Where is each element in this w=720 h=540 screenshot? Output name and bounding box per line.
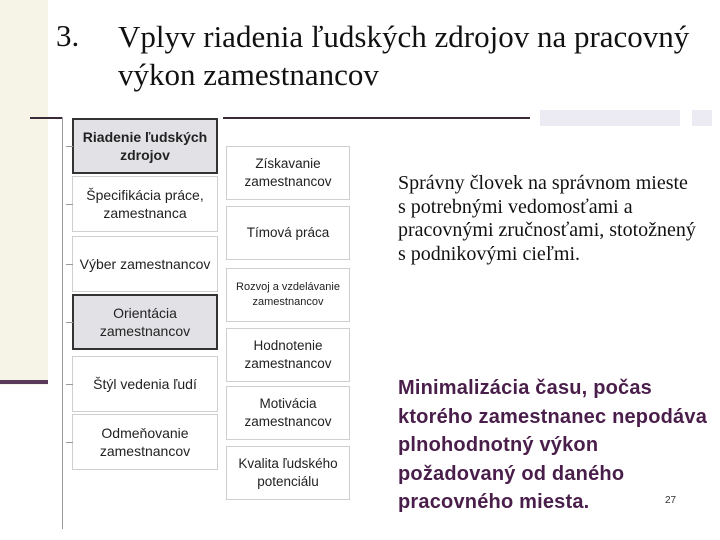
diagram-box-leadership-style: Štýl vedenia ľudí [72, 356, 218, 412]
diagram-connector [66, 322, 73, 323]
paragraph-right-person: Správny človek na správnom mieste s potrebnými vedomosťami a pracovnými zručnosťami, stotožnený s podnikovými cieľmi. [398, 172, 696, 265]
title-divider-block-small [692, 110, 712, 126]
diagram-box-hr-management: Riadenie ľudských zdrojov [72, 118, 218, 174]
diagram-box-motivation: Motivácia zamestnancov [226, 386, 350, 440]
slide-number: 3. [56, 18, 80, 53]
diagram-box-recruitment: Získavanie zamestnancov [226, 146, 350, 200]
diagram-connector [66, 204, 73, 205]
diagram-box-selection: Výber zamestnancov [72, 236, 218, 292]
slide-title: Vplyv riadenia ľudských zdrojov na pracovný výkon zamestnancov [118, 19, 690, 92]
diagram-box-human-potential: Kvalita ľudského potenciálu [226, 446, 350, 500]
diagram-connector [66, 146, 73, 147]
paragraph-time-minimization: Minimalizácia času, počas ktorého zamestnanec nepodáva plnohodnotný výkon požadovaný od daného pracovného miesta. [398, 377, 708, 513]
diagram-connector [66, 264, 73, 265]
page-number: 27 [665, 495, 677, 506]
diagram-connector [66, 384, 73, 385]
title-divider-block [540, 110, 680, 126]
diagram-box-teamwork: Tímová práca [226, 206, 350, 260]
left-decorative-band [0, 0, 48, 385]
diagram-box-orientation: Orientácia zamestnancov [72, 294, 218, 350]
diagram-box-job-specification: Špecifikácia práce, zamestnanca [72, 176, 218, 232]
diagram-box-remuneration: Odmeňovanie zamestnancov [72, 414, 218, 470]
diagram-box-development: Rozvoj a vzdelávanie zamestnancov [226, 268, 350, 322]
left-decorative-bar [0, 380, 48, 384]
diagram-box-evaluation: Hodnotenie zamestnancov [226, 328, 350, 382]
diagram-connector [66, 442, 73, 443]
